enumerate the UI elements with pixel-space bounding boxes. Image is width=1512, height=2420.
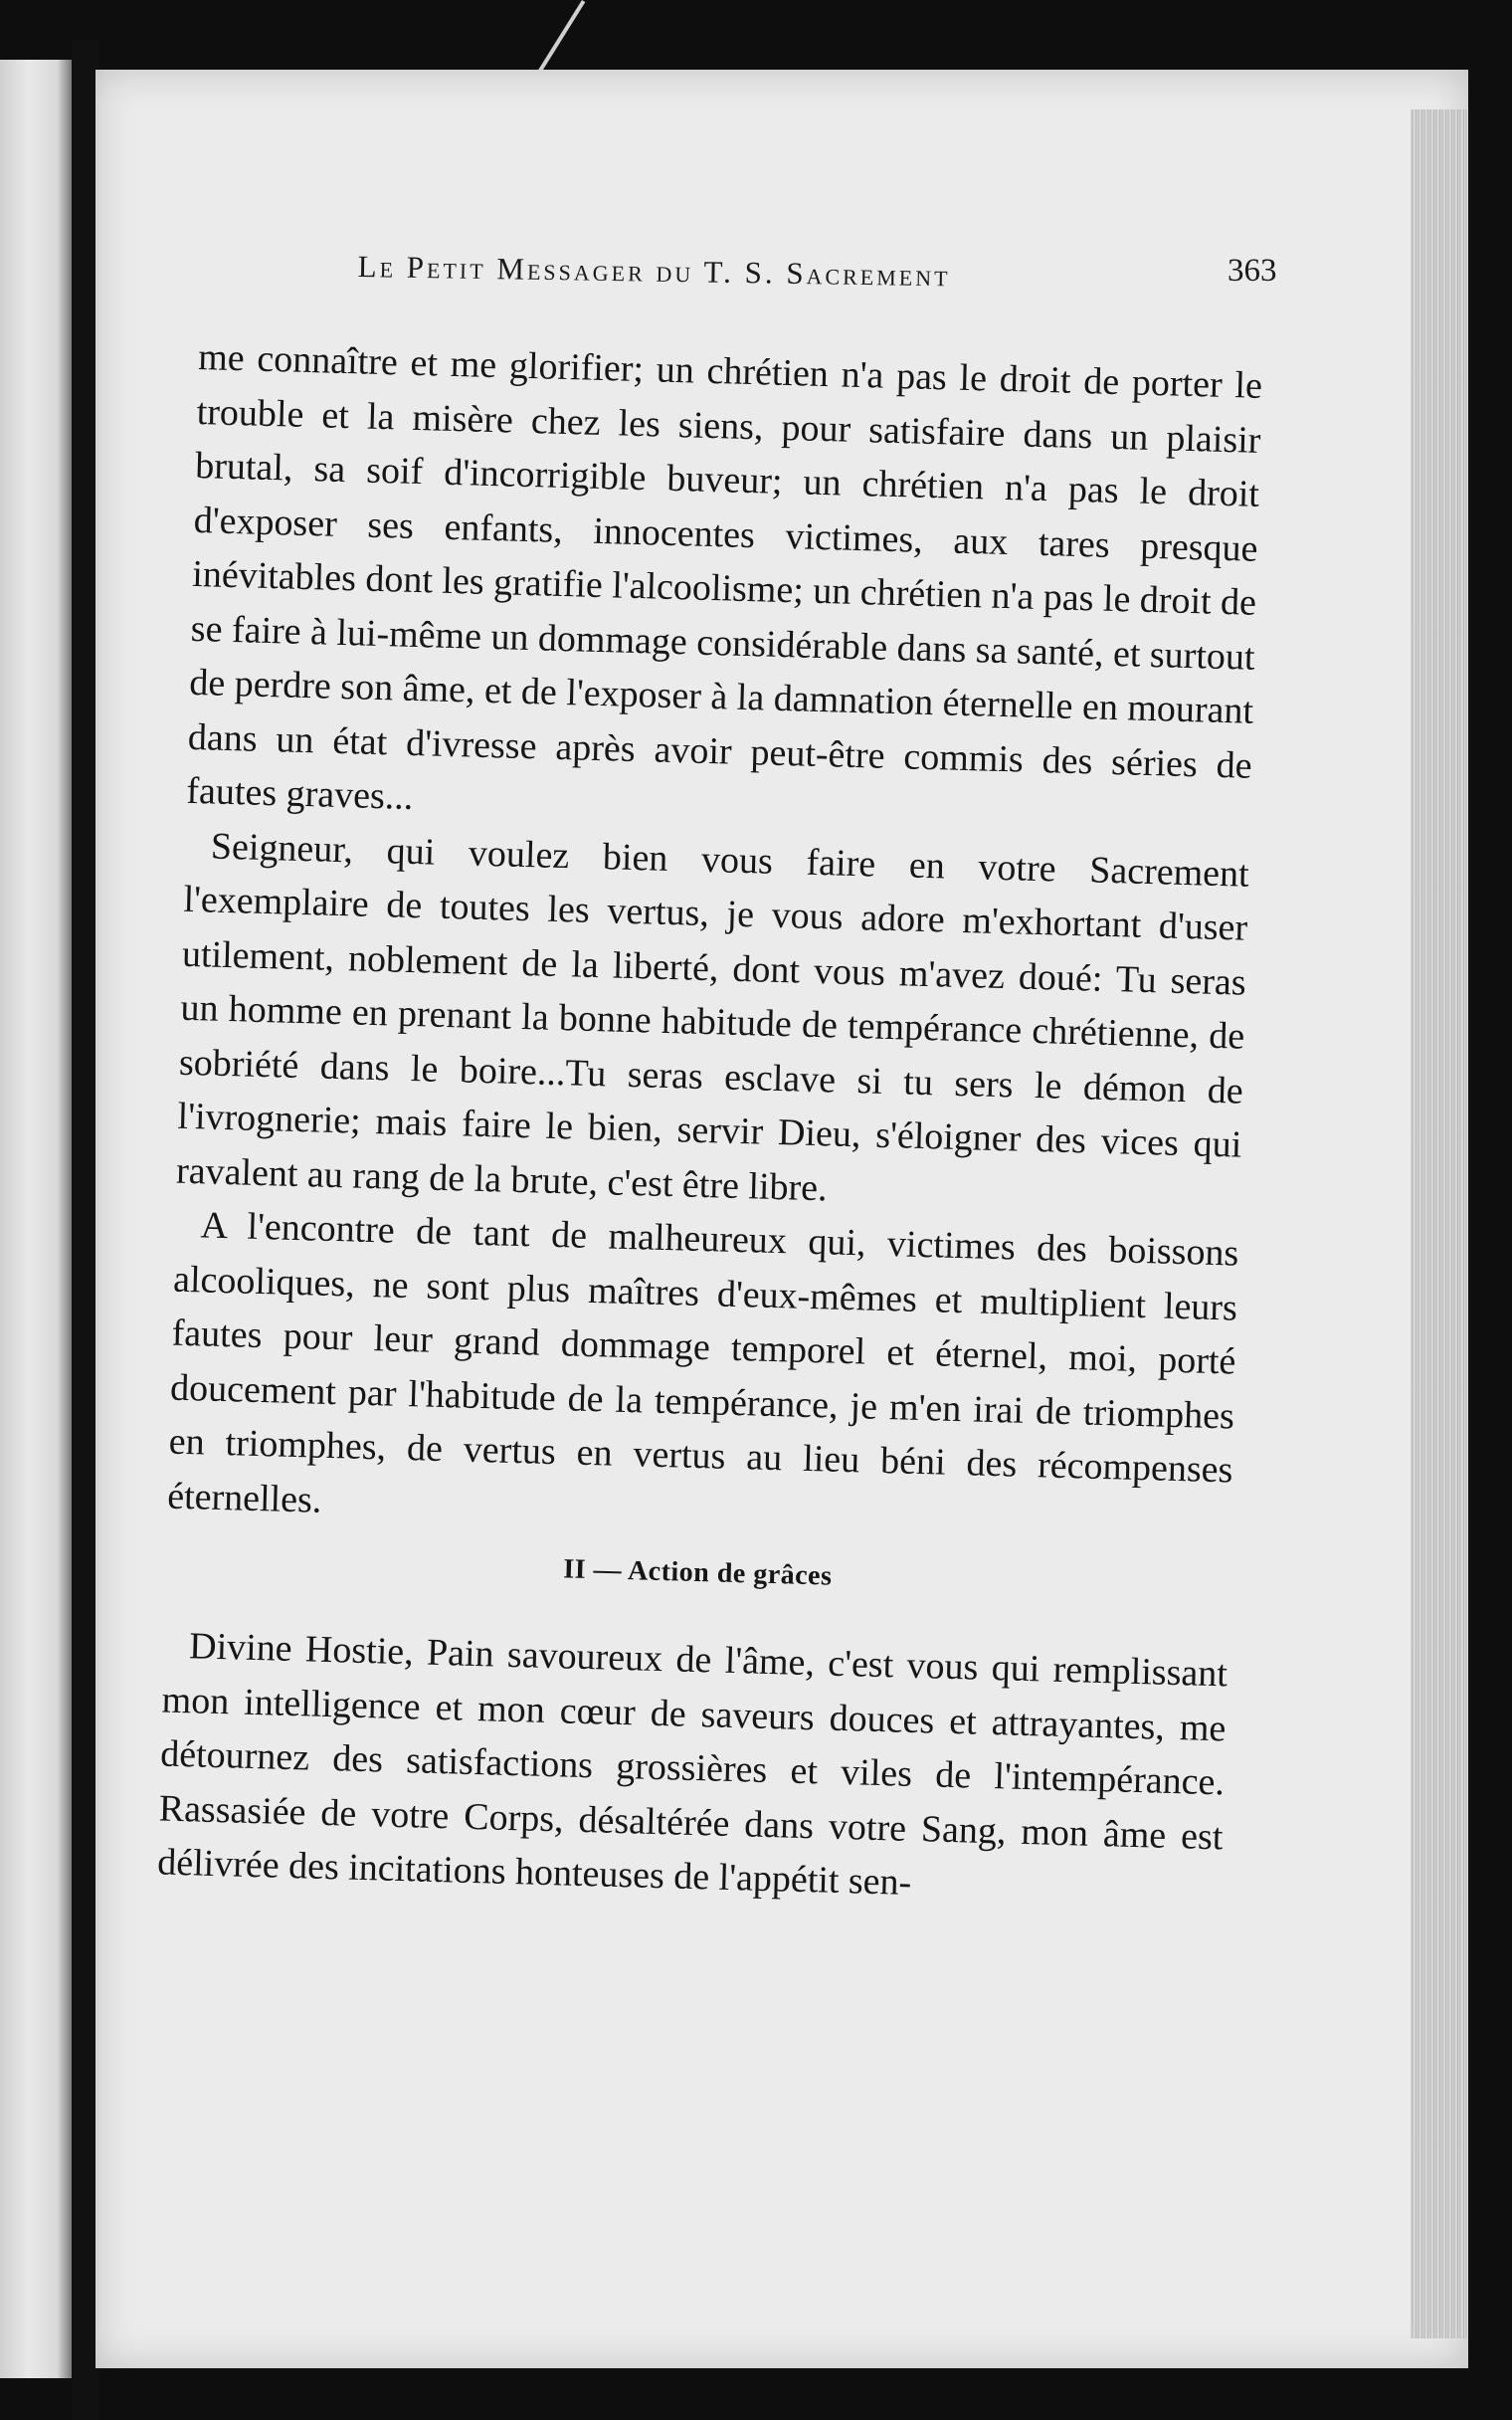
- page-number: 363: [1228, 253, 1277, 289]
- paragraph-2: Seigneur, qui voulez bien vous faire en votre Sacrement l'exemplaire de toutes les vertus, je vous adore m'exhortant d'user utilement, noblement de la liberté, dont vous m'avez doué: Tu seras un homme en prenant la bonne habitude de tempérance chrétienne, de sobriété dans le boire...Tu seras esclave si tu sers le démon de l'ivrognerie; mais faire le bien, servir Dieu, s'éloigner des vices qui ravalent au rang de la brute, c'est être libre.: [175, 825, 1250, 1209]
- book-page: [95, 70, 1468, 2368]
- page-stack-edges: [1411, 109, 1468, 2338]
- section-paragraph: Divine Hostie, Pain savoureux de l'âme, c'est vous qui remplissant mon intelligence et mon cœur de saveurs douces et attrayantes, me détournez des satisfactions grossières et viles de l'intempérance. Rassasiée de votre Corps, désaltérée dans votre Sang, mon âme est délivrée des incitations honteuses de l'appétit sen-: [156, 1625, 1228, 1904]
- paragraph-1: me connaître et me glorifier; un chrétien n'a pas le droit de porter le trouble et la misère chez les siens, pour satisfaire dans un plaisir brutal, sa soif d'incorrigible buveur; un chrétien n'a pas le droit d'exposer ses enfants, innocentes victimes, aux tares presque inévitables dont les gratifie l'alcoolisme; un chrétien n'a pas le droit de se faire à lui-même un dommage considérable dans sa santé, et surtout de perdre son âme, et de l'exposer à la damnation éternelle en mourant dans un état d'ivresse après avoir peut-être commis des séries de fautes graves...: [185, 335, 1263, 818]
- running-head-title: Le Petit Messager du T. S. Sacrement: [357, 249, 951, 294]
- facing-page-edge: [0, 60, 72, 2378]
- body-text: [157, 330, 1263, 1918]
- paragraph-3: A l'encontre de tant de malheureux qui, victimes des boissons alcooliques, ne sont plus maîtres d'eux-mêmes et multiplient leurs fautes pour leur grand dommage temporel et éternel, moi, porté doucement par l'habitude de la tempérance, je m'en irai de triomphes en triomphes, de vertus en vertus au lieu béni des récompenses éternelles.: [166, 1204, 1239, 1521]
- section-heading: II — Action de grâces: [562, 1553, 833, 1592]
- film-scratch: [533, 0, 585, 80]
